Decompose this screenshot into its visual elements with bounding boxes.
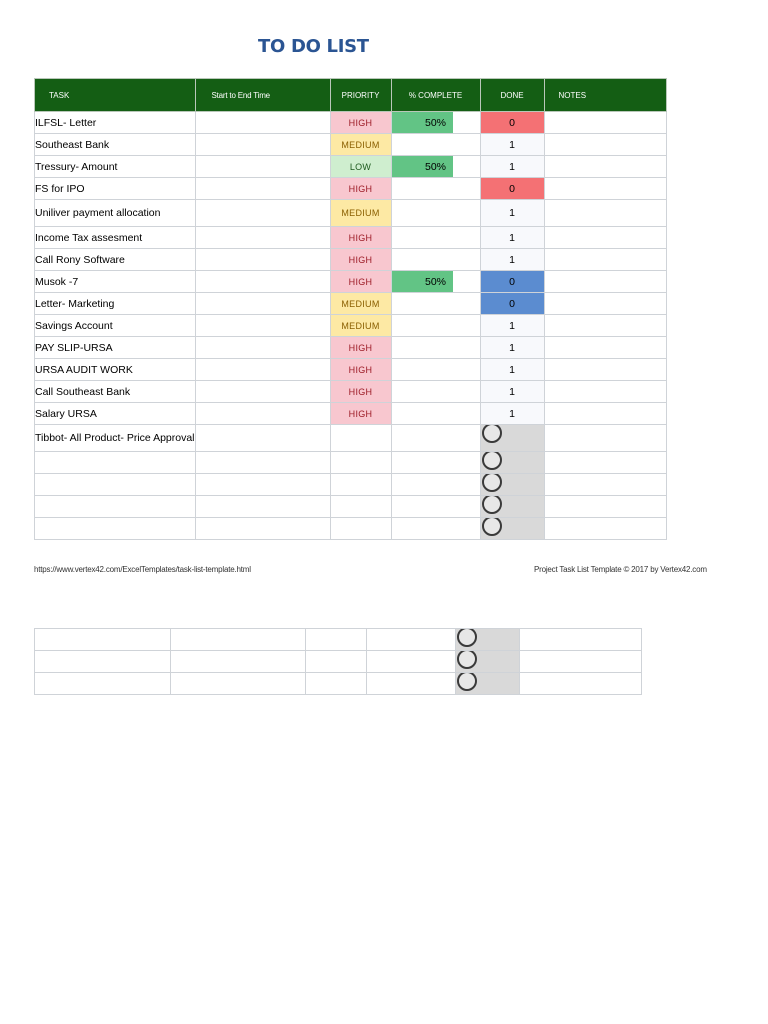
time-cell[interactable] — [195, 496, 330, 518]
complete-cell[interactable] — [391, 200, 480, 227]
task-cell[interactable]: URSA AUDIT WORK — [35, 359, 196, 381]
notes-cell[interactable] — [544, 474, 666, 496]
complete-cell[interactable] — [391, 381, 480, 403]
status-circle-icon[interactable] — [457, 673, 477, 692]
column-header-priority[interactable]: PRIORITY — [330, 79, 391, 112]
priority-cell[interactable]: MEDIUM — [330, 200, 391, 227]
column-header-done[interactable]: DONE — [480, 79, 544, 112]
table-row — [35, 337, 667, 359]
status-circle-icon[interactable] — [457, 629, 477, 648]
task-cell[interactable]: Uniliver payment allocation — [35, 200, 196, 227]
column-header-task[interactable]: TASK — [35, 79, 196, 112]
task-cell[interactable] — [35, 651, 171, 673]
footer-copyright: Project Task List Template © 2017 by Vertex42.com — [534, 565, 707, 574]
continued-table — [34, 628, 642, 695]
complete-cell[interactable] — [391, 178, 480, 200]
task-cell[interactable]: Tibbot- All Product- Price Approval — [35, 425, 196, 452]
done-cell[interactable]: 0 — [480, 271, 544, 293]
priority-cell[interactable] — [330, 425, 391, 452]
time-cell[interactable] — [171, 629, 306, 651]
notes-cell[interactable] — [544, 293, 666, 315]
time-cell[interactable] — [195, 227, 330, 249]
table-row — [35, 227, 667, 249]
complete-cell[interactable] — [391, 134, 480, 156]
task-cell[interactable] — [35, 518, 196, 540]
task-cell[interactable]: Letter- Marketing — [35, 293, 196, 315]
task-cell[interactable]: Salary URSA — [35, 403, 196, 425]
complete-cell[interactable] — [391, 315, 480, 337]
complete-cell[interactable] — [391, 474, 480, 496]
priority-cell[interactable]: HIGH — [330, 271, 391, 293]
notes-cell[interactable] — [520, 651, 642, 673]
todo-table — [34, 78, 667, 540]
done-cell[interactable] — [480, 425, 544, 452]
done-cell[interactable]: 1 — [480, 227, 544, 249]
footer-url[interactable]: https://www.vertex42.com/ExcelTemplates/task-list-template.html — [34, 565, 251, 574]
done-cell[interactable] — [456, 673, 520, 695]
complete-cell[interactable] — [391, 452, 480, 474]
done-cell[interactable]: 0 — [480, 112, 544, 134]
done-cell[interactable]: 1 — [480, 156, 544, 178]
column-header-complete[interactable]: % COMPLETE — [391, 79, 480, 112]
complete-cell[interactable] — [391, 359, 480, 381]
table-row — [35, 156, 667, 178]
task-cell[interactable]: ILFSL- Letter — [35, 112, 196, 134]
time-cell[interactable] — [195, 337, 330, 359]
task-cell[interactable] — [35, 452, 196, 474]
priority-cell[interactable]: HIGH — [330, 337, 391, 359]
table-row — [35, 452, 667, 474]
table-row — [35, 200, 667, 227]
complete-cell[interactable] — [391, 337, 480, 359]
priority-cell[interactable] — [330, 496, 391, 518]
task-cell[interactable]: Income Tax assesment — [35, 227, 196, 249]
done-cell[interactable]: 1 — [480, 381, 544, 403]
task-cell[interactable] — [35, 629, 171, 651]
notes-cell[interactable] — [544, 134, 666, 156]
done-cell[interactable] — [480, 496, 544, 518]
done-cell[interactable]: 1 — [480, 315, 544, 337]
time-cell[interactable] — [195, 200, 330, 227]
notes-cell[interactable] — [544, 496, 666, 518]
status-circle-icon[interactable] — [482, 496, 502, 515]
time-cell[interactable] — [195, 518, 330, 540]
done-cell[interactable]: 1 — [480, 249, 544, 271]
table-body — [35, 112, 667, 540]
task-cell[interactable]: Musok -7 — [35, 271, 196, 293]
table-row — [35, 496, 667, 518]
complete-cell[interactable] — [391, 403, 480, 425]
time-cell[interactable] — [195, 315, 330, 337]
complete-cell[interactable] — [391, 425, 480, 452]
time-cell[interactable] — [195, 249, 330, 271]
time-cell[interactable] — [195, 474, 330, 496]
priority-cell[interactable] — [306, 651, 367, 673]
time-cell[interactable] — [195, 293, 330, 315]
time-cell[interactable] — [195, 452, 330, 474]
notes-cell[interactable] — [544, 359, 666, 381]
done-cell[interactable]: 1 — [480, 403, 544, 425]
priority-cell[interactable]: HIGH — [330, 178, 391, 200]
table-row — [35, 474, 667, 496]
complete-cell[interactable] — [391, 518, 480, 540]
table-row — [35, 381, 667, 403]
notes-cell[interactable] — [544, 315, 666, 337]
done-cell[interactable]: 0 — [480, 293, 544, 315]
notes-cell[interactable] — [544, 156, 666, 178]
task-cell[interactable]: PAY SLIP-URSA — [35, 337, 196, 359]
done-cell[interactable] — [480, 518, 544, 540]
status-circle-icon[interactable] — [482, 452, 502, 471]
notes-cell[interactable] — [520, 629, 642, 651]
notes-cell[interactable] — [544, 249, 666, 271]
table-row — [35, 271, 667, 293]
notes-cell[interactable] — [544, 403, 666, 425]
table-row — [35, 651, 642, 673]
table-row — [35, 629, 642, 651]
priority-cell[interactable]: HIGH — [330, 249, 391, 271]
priority-cell[interactable] — [306, 629, 367, 651]
done-cell[interactable] — [456, 629, 520, 651]
priority-cell[interactable]: MEDIUM — [330, 134, 391, 156]
time-cell[interactable] — [195, 134, 330, 156]
priority-cell[interactable]: HIGH — [330, 359, 391, 381]
table-row — [35, 293, 667, 315]
notes-cell[interactable] — [520, 673, 642, 695]
done-cell[interactable]: 1 — [480, 134, 544, 156]
table-row — [35, 403, 667, 425]
notes-cell[interactable] — [544, 200, 666, 227]
priority-cell[interactable]: HIGH — [330, 112, 391, 134]
done-cell[interactable]: 0 — [480, 178, 544, 200]
complete-cell[interactable] — [391, 496, 480, 518]
table-row — [35, 518, 667, 540]
done-cell[interactable]: 1 — [480, 337, 544, 359]
time-cell[interactable] — [195, 403, 330, 425]
time-cell[interactable] — [171, 651, 306, 673]
done-cell[interactable]: 1 — [480, 359, 544, 381]
done-cell[interactable] — [456, 651, 520, 673]
task-cell[interactable]: FS for IPO — [35, 178, 196, 200]
time-cell[interactable] — [195, 178, 330, 200]
notes-cell[interactable] — [544, 425, 666, 452]
task-cell[interactable] — [35, 474, 196, 496]
notes-cell[interactable] — [544, 227, 666, 249]
time-cell[interactable] — [195, 381, 330, 403]
notes-cell[interactable] — [544, 271, 666, 293]
complete-cell[interactable] — [367, 651, 456, 673]
complete-cell[interactable] — [391, 271, 480, 293]
notes-cell[interactable] — [544, 518, 666, 540]
complete-cell[interactable] — [391, 156, 480, 178]
table-row — [35, 359, 667, 381]
complete-value: 50% — [425, 116, 447, 129]
notes-cell[interactable] — [544, 452, 666, 474]
task-cell[interactable]: Tressury- Amount — [35, 156, 196, 178]
priority-cell[interactable]: LOW — [330, 156, 391, 178]
column-header-time[interactable]: Start to End Time — [195, 79, 330, 112]
priority-cell[interactable]: HIGH — [330, 227, 391, 249]
status-circle-icon[interactable] — [482, 474, 502, 493]
priority-cell[interactable] — [330, 518, 391, 540]
status-circle-icon[interactable] — [457, 651, 477, 670]
priority-cell[interactable]: HIGH — [330, 403, 391, 425]
task-cell[interactable]: Call Southeast Bank — [35, 381, 196, 403]
task-cell[interactable]: Savings Account — [35, 315, 196, 337]
priority-cell[interactable]: MEDIUM — [330, 315, 391, 337]
priority-cell[interactable]: MEDIUM — [330, 293, 391, 315]
priority-cell[interactable] — [330, 452, 391, 474]
notes-cell[interactable] — [544, 337, 666, 359]
table-row — [35, 134, 667, 156]
complete-cell[interactable] — [391, 227, 480, 249]
table-header-row — [35, 79, 667, 112]
priority-cell[interactable] — [330, 474, 391, 496]
table-row — [35, 249, 667, 271]
done-cell[interactable] — [480, 474, 544, 496]
notes-cell[interactable] — [544, 178, 666, 200]
time-cell[interactable] — [195, 425, 330, 452]
time-cell[interactable] — [195, 271, 330, 293]
time-cell[interactable] — [171, 673, 306, 695]
task-cell[interactable]: Call Rony Software — [35, 249, 196, 271]
time-cell[interactable] — [195, 112, 330, 134]
done-cell[interactable] — [480, 452, 544, 474]
status-circle-icon[interactable] — [482, 425, 502, 444]
status-circle-icon[interactable] — [482, 518, 502, 537]
time-cell[interactable] — [195, 156, 330, 178]
table-row — [35, 315, 667, 337]
complete-cell[interactable] — [367, 629, 456, 651]
complete-value: 50% — [425, 160, 447, 173]
time-cell[interactable] — [195, 359, 330, 381]
table-row — [35, 112, 667, 134]
complete-cell[interactable] — [367, 673, 456, 695]
task-cell[interactable]: Southeast Bank — [35, 134, 196, 156]
table-row — [35, 673, 642, 695]
priority-cell[interactable]: HIGH — [330, 381, 391, 403]
complete-value: 50% — [425, 275, 447, 288]
notes-cell[interactable] — [544, 112, 666, 134]
page-title: TO DO LIST — [258, 36, 369, 57]
priority-cell[interactable] — [306, 673, 367, 695]
complete-cell[interactable] — [391, 293, 480, 315]
notes-cell[interactable] — [544, 381, 666, 403]
done-cell[interactable]: 1 — [480, 200, 544, 227]
table-row — [35, 178, 667, 200]
table-row — [35, 425, 667, 452]
column-header-notes[interactable]: NOTES — [544, 79, 666, 112]
complete-cell[interactable] — [391, 112, 480, 134]
continued-table-body — [35, 629, 642, 695]
task-cell[interactable] — [35, 496, 196, 518]
complete-cell[interactable] — [391, 249, 480, 271]
task-cell[interactable] — [35, 673, 171, 695]
